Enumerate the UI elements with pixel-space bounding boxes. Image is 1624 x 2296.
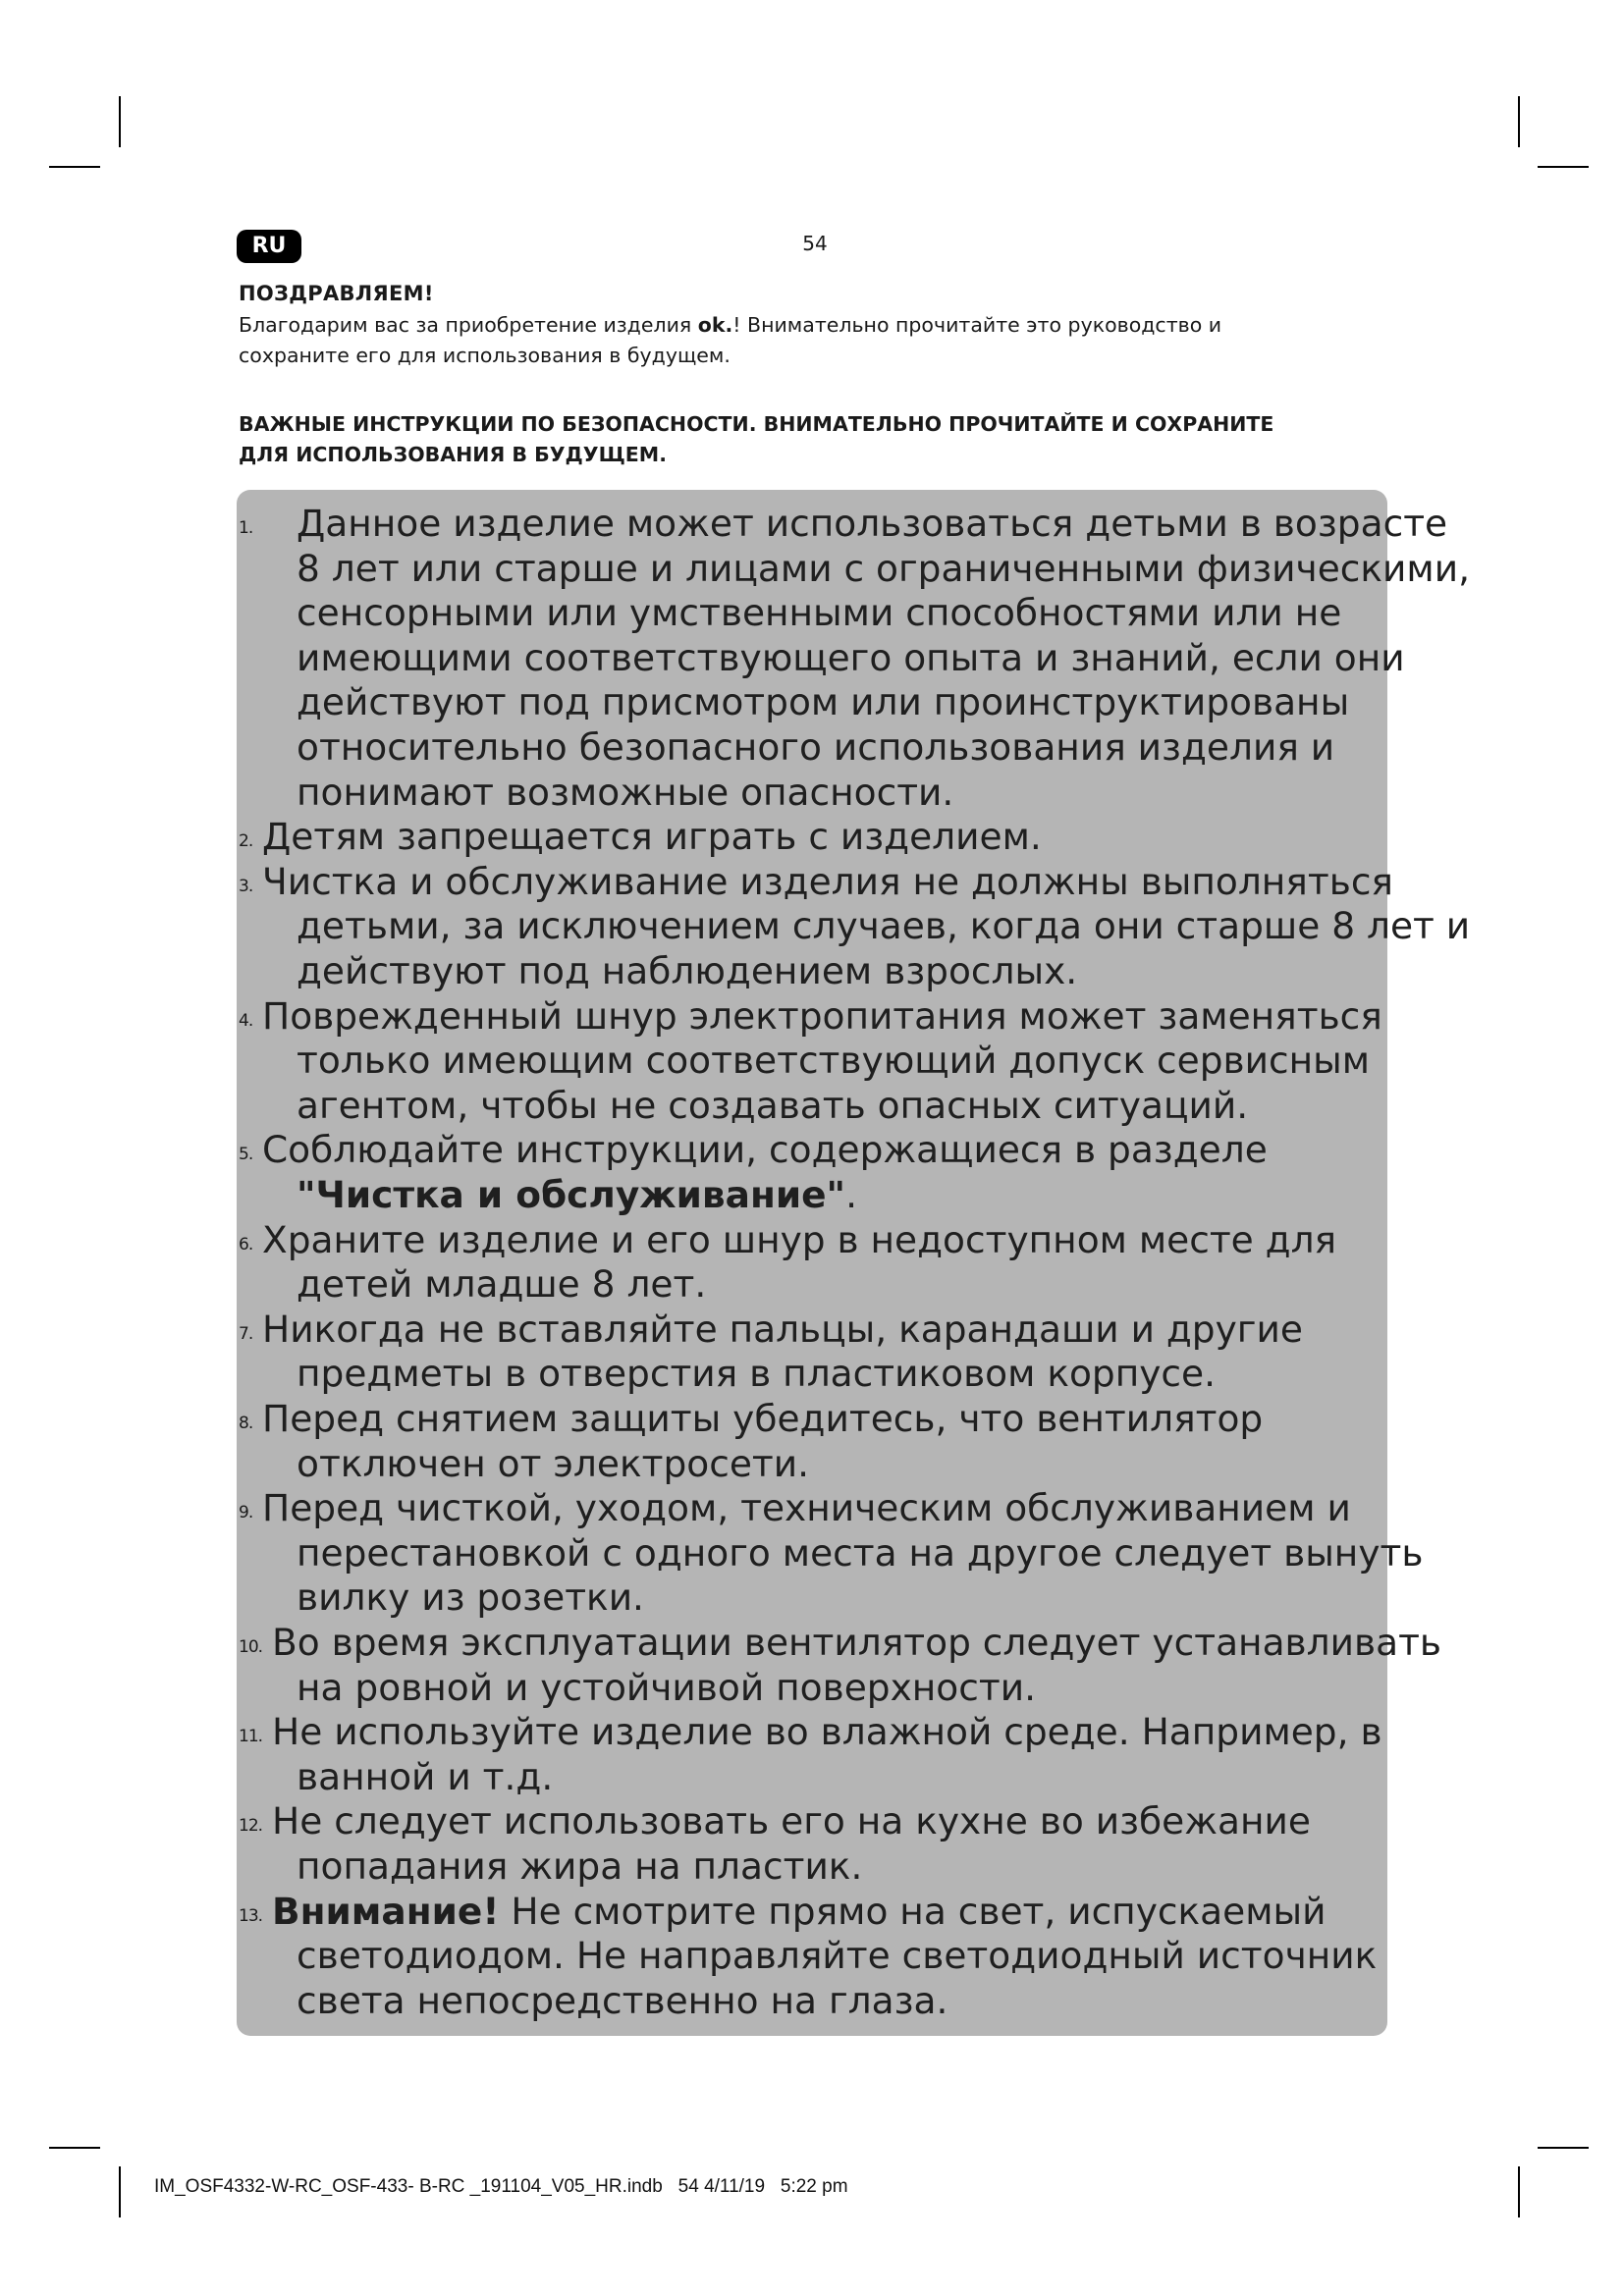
rule-text-line: Детям запрещается играть с изделием. [262, 815, 1042, 859]
rule-text-line: сенсорными или умственными способностями или не [297, 591, 1342, 635]
rule-number: 7. [239, 1323, 253, 1344]
rule-text-line: Соблюдайте инструкции, содержащиеся в разделе [262, 1128, 1268, 1172]
rule-number: 3. [239, 876, 253, 896]
rule-number: 9. [239, 1503, 253, 1523]
rule-text-line: 8 лет или старше и лицами с ограниченными физическими, [297, 546, 1470, 590]
rule-text-line: Данное изделие может использоваться детьми в возрасте [297, 502, 1448, 545]
rule-text-line: отключен от электросети. [297, 1441, 810, 1485]
rule-number: 2. [239, 831, 253, 852]
rule-text-line: действуют под наблюдением взрослых. [297, 948, 1078, 992]
rule-text-line: ванной и т.д. [297, 1754, 554, 1798]
rule-number: 4. [239, 1010, 253, 1031]
rule-text-line: действуют под присмотром или проинструктированы [297, 680, 1350, 724]
rule-text-line: агентом, чтобы не создавать опасных ситуаций. [297, 1083, 1249, 1127]
language-badge: RU [237, 230, 301, 263]
rule-text-line: предметы в отверстия в пластиковом корпусе. [297, 1352, 1217, 1396]
rule-text-line: детьми, за исключением случаев, когда они старше 8 лет и [297, 904, 1471, 948]
rule-text-line: светодиодом. Не направляйте светодиодный источник [297, 1934, 1378, 1978]
rule-text-line: Храните изделие и его шнур в недоступном месте для [262, 1217, 1337, 1261]
slug-date: 4/11/19 5:22 pm [704, 2176, 848, 2197]
rule-number: 6. [239, 1234, 253, 1255]
rule-text-line: вилку из розетки. [297, 1575, 644, 1620]
rule-text-line: Не следует использовать его на кухне во избежание [272, 1799, 1311, 1843]
rule-number: 13. [239, 1905, 263, 1926]
crop-mark [1518, 2166, 1520, 2217]
rule-number: 12. [239, 1816, 263, 1837]
rule-text-line: на ровной и устойчивой поверхности. [297, 1665, 1036, 1709]
crop-mark [1538, 166, 1589, 168]
rule-text-line: понимают возможные опасности. [297, 770, 954, 814]
rule-text-line: Никогда не вставляйте пальцы, карандаши и другие [262, 1307, 1303, 1351]
rule-text-line: Перед снятием защиты убедитесь, что вентилятор [262, 1397, 1264, 1440]
intro-line-1: Благодарим вас за приобретение изделия ok.! Внимательно прочитайте это руководство и [239, 313, 1222, 337]
section-reference: "Чистка и обслуживание" [297, 1172, 846, 1216]
rule-text-line: Во время эксплуатации вентилятор следует устанавливать [272, 1621, 1442, 1664]
rule-number: 10. [239, 1637, 263, 1657]
intro-line-2: сохраните его для использования в будущем. [239, 344, 731, 367]
rule-text-line: перестановкой с одного места на другое следует вынуть [297, 1530, 1424, 1575]
slug-file: IM_OSF4332-W-RC_OSF-433- B-RC _191104_V05_HR.indb 54 [154, 2176, 699, 2197]
rule-number: 11. [239, 1727, 263, 1747]
rule-text-line: попадания жира на пластик. [297, 1843, 863, 1888]
crop-mark [119, 96, 121, 147]
rule-text-line: света непосредственно на глаза. [297, 1978, 948, 2022]
intro-text [239, 310, 1368, 371]
brand-name: ok. [697, 313, 733, 337]
crop-mark [1538, 2147, 1589, 2149]
rule-text-line: детей младше 8 лет. [297, 1262, 707, 1307]
rule-text-line: Перед чисткой, уходом, техническим обслуживанием и [262, 1486, 1351, 1530]
crop-mark [49, 166, 100, 168]
rule-number: 5. [239, 1145, 253, 1165]
print-slug [154, 2176, 848, 2198]
rule-number: 8. [239, 1414, 253, 1433]
rule-text-line: Поврежденный шнур электропитания может заменяться [262, 993, 1382, 1038]
rule-text-line: "Чистка и обслуживание". [297, 1172, 858, 1216]
rule-text-line: имеющими соответствующего опыта и знаний, если они [297, 635, 1405, 679]
safety-instructions-panel [237, 490, 1471, 2036]
crop-mark [1518, 96, 1520, 147]
congrats-title: ПОЗДРАВЛЯЕМ! [239, 282, 434, 305]
warning-label: Внимание! [272, 1889, 500, 1933]
crop-mark [49, 2147, 100, 2149]
crop-mark [119, 2166, 121, 2217]
rule-text-line: Внимание! Не смотрите прямо на свет, испускаемый [272, 1889, 1326, 1933]
rule-text-line: относительно безопасного использования изделия и [297, 725, 1335, 769]
rule-number: 1. [239, 518, 253, 538]
rule-text-line: Чистка и обслуживание изделия не должны выполняться [262, 859, 1393, 903]
rule-text-line: Не используйте изделие во влажной среде. Например, в [272, 1710, 1382, 1754]
rule-text-line: только имеющим соответствующий допуск сервисным [297, 1039, 1371, 1083]
page-number: 54 [802, 232, 828, 255]
safety-heading: ВАЖНЫЕ ИНСТРУКЦИИ ПО БЕЗОПАСНОСТИ. ВНИМАТЕЛЬНО ПРОЧИТАЙТЕ И СОХРАНИТЕ ДЛЯ ИСПОЛЬЗОВАНИЯ В БУДУЩЕМ. [239, 412, 1274, 466]
